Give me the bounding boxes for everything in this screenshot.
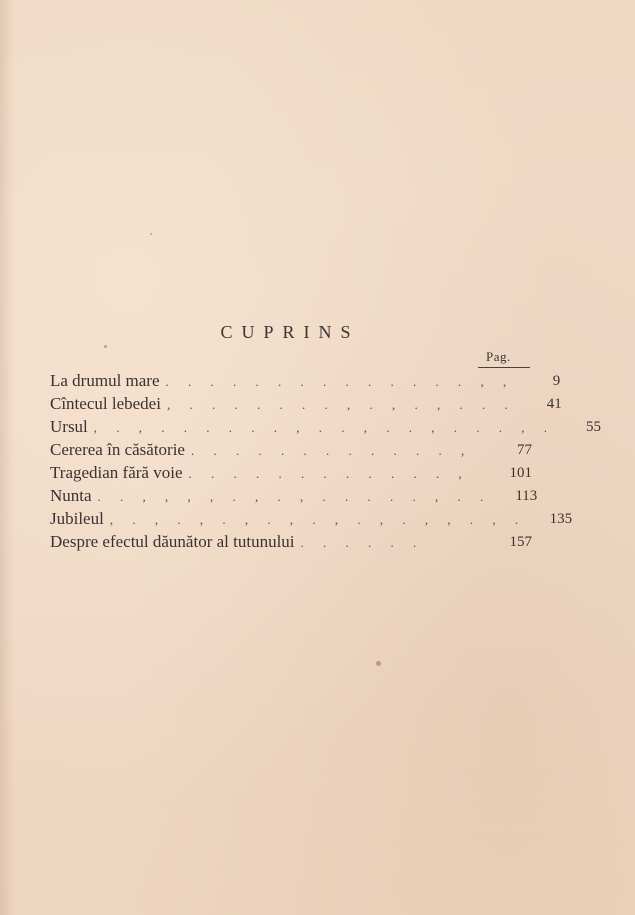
toc-entry-title: Tragedian fără voie bbox=[50, 463, 183, 482]
toc-entry-page: 113 bbox=[515, 488, 538, 504]
toc-dot-leader: . . . . . . bbox=[300, 535, 425, 550]
toc-dot-leader: , . . . . . . . , . , . , . . . bbox=[166, 397, 516, 412]
toc-dot-leader: , . , . , . , . , . , . , . , , . , . bbox=[109, 512, 527, 527]
toc-entry-title: Nunta bbox=[50, 486, 92, 505]
toc-entry bbox=[50, 391, 562, 414]
paper-speck bbox=[376, 661, 381, 666]
toc-entry-page: 77 bbox=[517, 442, 532, 458]
toc-entry bbox=[50, 460, 532, 483]
toc-entry bbox=[50, 483, 538, 506]
page-column-label: Pag. bbox=[486, 349, 511, 364]
toc-entry bbox=[50, 529, 532, 552]
toc-entry-page: 135 bbox=[549, 511, 573, 527]
toc-entry-title: Cererea în căsătorie bbox=[50, 440, 185, 459]
toc-entry-page: 55 bbox=[586, 419, 602, 435]
toc-dot-leader: . . . . . . . . . . . . . . , , bbox=[165, 374, 515, 389]
toc-dot-leader: . . . . . . . . . . . . , bbox=[188, 466, 470, 481]
toc-entry-title: Jubileul bbox=[50, 509, 104, 528]
toc-entry bbox=[50, 414, 602, 437]
toc-dot-leader: . . . . . . . . . . . . , bbox=[190, 443, 473, 458]
paper-speck bbox=[150, 233, 152, 235]
toc-entry-title: Despre efectul dăunător al tutunului bbox=[50, 532, 295, 551]
toc-entry bbox=[50, 437, 532, 460]
toc-entry-page: 157 bbox=[509, 534, 532, 550]
toc-entry-title: La drumul mare bbox=[50, 371, 160, 390]
page-edge-shadow bbox=[0, 0, 14, 915]
page-title: CUPRINS bbox=[220, 322, 360, 342]
paper-speck bbox=[104, 345, 107, 348]
toc-entry bbox=[50, 506, 573, 529]
table-of-contents bbox=[50, 368, 602, 552]
toc-entry-page: 101 bbox=[509, 465, 532, 481]
toc-dot-leader: , . , . . . . . . , . . , . . , . . . , . bbox=[93, 420, 556, 435]
toc-entry-page: 9 bbox=[552, 373, 561, 389]
toc-entry-title: Cîntecul lebedei bbox=[50, 394, 161, 413]
toc-dot-leader: . . , , , , . , . , . . . . . , . . bbox=[97, 489, 492, 504]
toc-entry-title: Ursul bbox=[50, 417, 88, 436]
toc-entry-page: 41 bbox=[546, 396, 562, 412]
toc-entry bbox=[50, 368, 561, 391]
